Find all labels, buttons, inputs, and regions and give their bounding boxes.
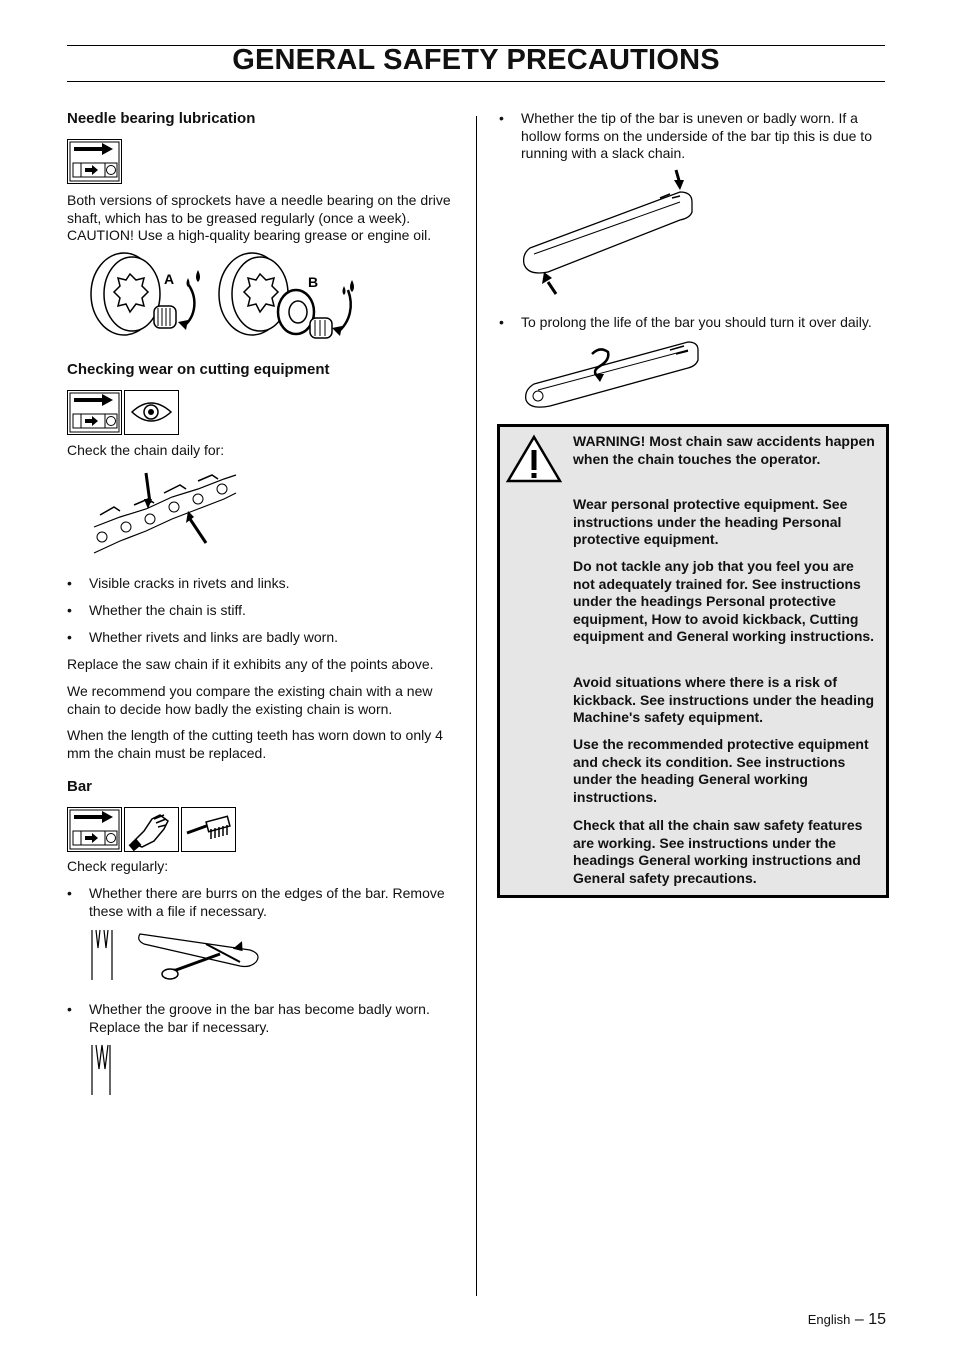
header-rule-bottom — [67, 81, 885, 82]
checking-wear-heading: Checking wear on cutting equipment — [67, 361, 330, 378]
sprocket-illustration — [90, 250, 360, 340]
bar-intro: Check regularly: — [67, 858, 169, 874]
stop-engine-icon-3 — [67, 807, 122, 852]
page-title: GENERAL SAFETY PRECAUTIONS — [232, 44, 720, 76]
bar-turn-illustration — [520, 338, 700, 410]
bar-tip-illustration — [520, 168, 700, 298]
bar-groove-illustration — [90, 1043, 115, 1098]
warning-text-6: Check that all the chain saw safety features are working. See instructions under the headings General working instructions and General safety precautions. — [573, 817, 863, 886]
chain-illustration — [90, 465, 240, 560]
footer-separator: – — [854, 1311, 864, 1328]
eye-inspect-icon — [124, 390, 179, 435]
warning-box — [497, 424, 889, 898]
footer-language: English — [807, 1312, 851, 1327]
bar-file-illustration — [90, 926, 265, 986]
wear-para-3: When the length of the cutting teeth has worn down to only 4 mm the chain must be replaced. — [67, 727, 443, 761]
column-divider — [476, 116, 477, 1296]
warning-text-5: Use the recommended protective equipment and check its condition. See instructions under the heading General working instructions. — [573, 736, 869, 805]
sprocket-label-a: A — [164, 271, 175, 287]
check-chain-intro: Check the chain daily for: — [67, 442, 225, 458]
stop-engine-icon — [67, 139, 122, 184]
glove-icon — [124, 807, 179, 852]
bar-heading: Bar — [67, 778, 93, 795]
wear-para-2: We recommend you compare the existing chain with a new chain to decide how badly the existing chain is worn. — [67, 683, 433, 717]
warning-text-1: WARNING! Most chain saw accidents happen when the chain touches the operator. — [573, 433, 875, 467]
wear-para-1: Replace the saw chain if it exhibits any of the points above. — [67, 656, 434, 672]
warning-text-2: Wear personal protective equipment. See instructions under the heading Personal protective equipment. — [573, 496, 848, 548]
page-footer — [808, 1311, 886, 1329]
warning-text-3: Do not tackle any job that you feel you are not adequately trained for. See instructions under the headings Personal protective equipment, How to avoid kickback, Cutting equipment and General working instructions. — [573, 558, 875, 645]
sprocket-label-b: B — [308, 274, 319, 290]
page-number: 15 — [868, 1311, 886, 1328]
needle-bearing-heading: Needle bearing lubrication — [67, 110, 256, 127]
warning-triangle-icon — [506, 435, 562, 483]
needle-bearing-body: Both versions of sprockets have a needle bearing on the drive shaft, which has to be greased regularly (once a week). CAUTION! Use a high-quality bearing grease or engine oil. — [67, 192, 451, 243]
stop-engine-icon-2 — [67, 390, 122, 435]
brush-icon — [181, 807, 236, 852]
warning-text-4: Avoid situations where there is a risk of kickback. See instructions under the heading Machine's safety equipment. — [573, 674, 875, 726]
